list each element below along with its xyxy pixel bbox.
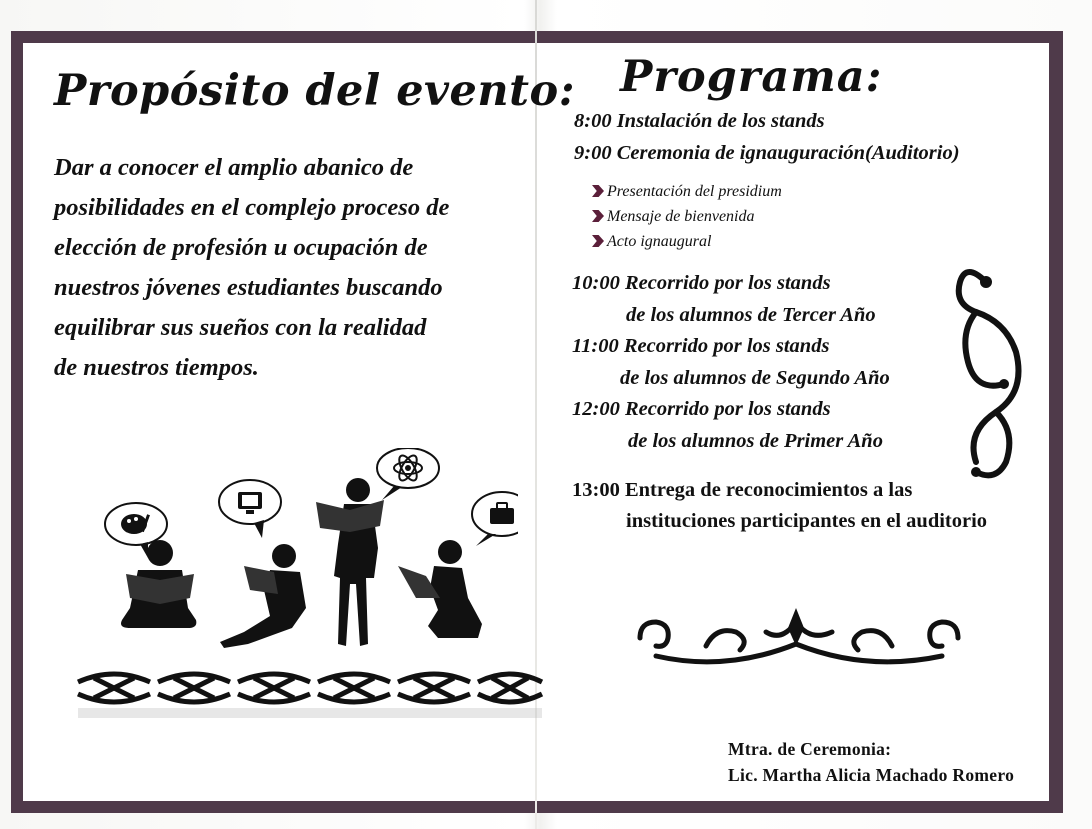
tour-line: 12:00 Recorrido por los stands <box>572 398 831 420</box>
schedule-item: 9:00 Ceremonia de ignauguración(Auditorio) <box>574 142 960 164</box>
arrow-bullet-icon <box>592 210 604 222</box>
arrow-bullet-icon <box>592 235 604 247</box>
closing-line: 13:00 Entrega de reconocimientos a las <box>572 479 913 501</box>
reading-student-reclining-icon <box>220 544 306 648</box>
purpose-title: Propósito del evento: <box>54 66 576 116</box>
tour-line: 11:00 Recorrido por los stands <box>572 335 830 357</box>
flourish-ornament <box>626 602 972 678</box>
purpose-line: equilibrar sus sueños con la realidad <box>54 314 427 341</box>
arrow-bullet-icon <box>592 185 604 197</box>
tour-line: de los alumnos de Tercer Año <box>626 304 876 326</box>
purpose-line: Dar a conocer el amplio abanico de <box>54 154 414 181</box>
sub-item: Acto ignaugural <box>592 233 711 251</box>
program-title: Programa: <box>620 52 883 102</box>
purpose-line: elección de profesión u ocupación de <box>54 234 428 261</box>
sub-item: Mensaje de bienvenida <box>592 208 755 226</box>
purpose-line: nuestros jóvenes estudiantes buscando <box>54 274 443 301</box>
purpose-text <box>54 148 524 388</box>
swirl-ornament <box>946 252 1030 492</box>
tour-line: 10:00 Recorrido por los stands <box>572 272 831 294</box>
reading-student-seated-icon <box>121 540 196 628</box>
signature-block <box>728 736 1014 788</box>
purpose-line: posibilidades en el complejo proceso de <box>54 194 450 221</box>
sub-item: Presentación del presidium <box>592 183 782 201</box>
students-illustration <box>78 448 518 658</box>
purpose-panel <box>24 44 576 804</box>
tour-line: de los alumnos de Segundo Año <box>620 367 890 389</box>
purpose-line: de nuestros tiempos. <box>54 354 259 381</box>
reading-student-standing-icon <box>316 478 384 646</box>
reading-student-crouching-icon <box>398 540 482 638</box>
program-panel <box>548 44 1048 804</box>
signature-role: Mtra. de Ceremonia: <box>728 739 892 759</box>
closing-line: instituciones participantes en el auditorio <box>626 510 988 532</box>
schedule-item: 8:00 Instalación de los stands <box>574 110 825 132</box>
celtic-border <box>74 664 554 724</box>
tour-line: de los alumnos de Primer Año <box>628 430 883 452</box>
signature-name: Lic. Martha Alicia Machado Romero <box>728 765 1015 785</box>
